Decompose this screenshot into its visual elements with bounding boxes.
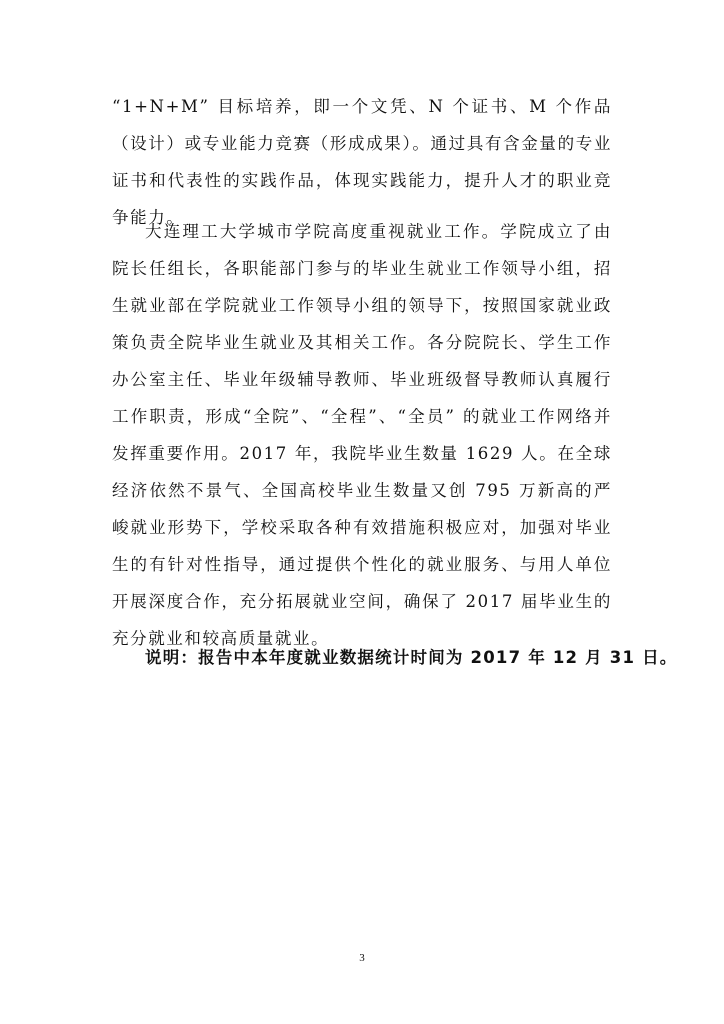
paragraph-employment-work: 大连理工大学城市学院高度重视就业工作。学院成立了由院长任组长，各职能部门参与的毕业生就业工作领导小组，招生就业部在学院就业工作领导小组的领导下，按照国家就业政策负责全院毕业生就业及其相关工作。各分院院长、学生工作办公室主任、毕业年级辅导教师、毕业班级督导教师认真履行工作职责，形成“全院”、“全程”、“全员” 的就业工作网络并发挥重要作用。2017 年，我院毕业生数量 1629 人。在全球经济依然不景气、全国高校毕业生数量又创 795 万新高的严峻就业形势下，学校采取各种有效措施积极应对，加强对毕业生的有针对性指导，通过提供个性化的就业服务、与用人单位开展深度合作，充分拓展就业空间，确保了 2017 届毕业生的充分就业和较高质量就业。 <box>112 222 612 648</box>
paragraph-training-goals: “1+N+M” 目标培养，即一个文凭、N 个证书、M 个作品（设计）或专业能力竞赛（形成成果）。通过具有含金量的专业证书和代表性的实践作品，体现实践能力，提升人才的职业竞争能力。 <box>112 97 612 227</box>
page-number: 3 <box>359 952 365 964</box>
data-statistics-note: 说明：报告中本年度就业数据统计时间为 2017 年 12 月 31 日。 <box>145 648 678 667</box>
